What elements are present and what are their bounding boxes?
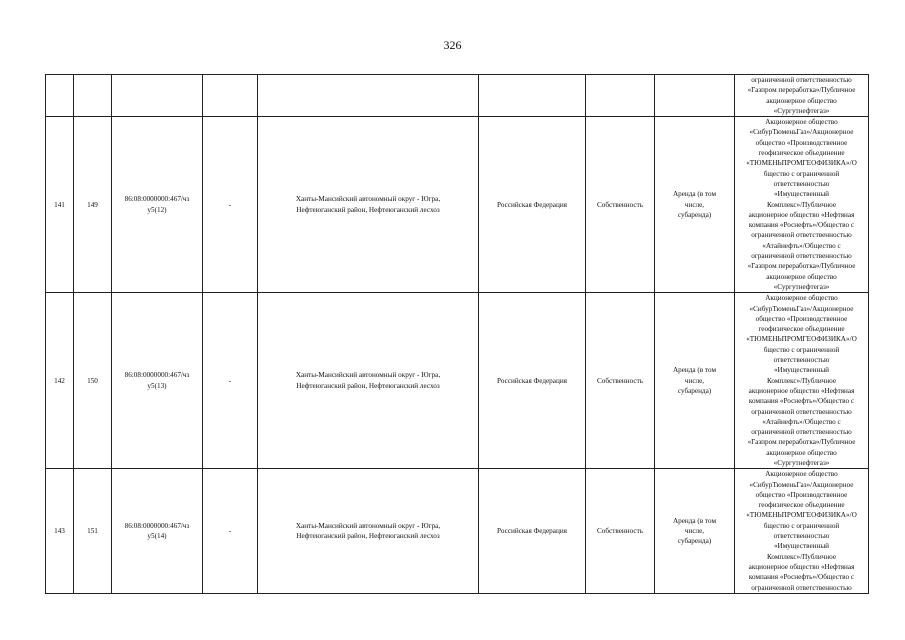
right-type-cell: Собственность bbox=[586, 293, 655, 469]
owner-state-cell: Российская Федерация bbox=[479, 469, 586, 594]
cadastral-number-cell: 86:08:0000000:467/чз у5(14) bbox=[124, 521, 190, 541]
page-number: 326 bbox=[443, 38, 462, 52]
table-row-continuation bbox=[46, 75, 869, 117]
owners-cell: Акционерное общество «СибурТюменьГаз»/Акционерное общество «Производственное геофизическое объединение «ТЮМЕНЬПРОМГЕОФИЗИКА»/О бщество с ограниченной ответственностью «Имущественный Комплекс»/Публичное акционерное общество «Нефтяная компания «Роснефть»/Общество с ограниченной ответственностью «Атайнефть»/Общество с ограниченной ответственностью «Газпром переработка»/Публичное акционерное общество «Сургутнефтегаз» bbox=[746, 294, 857, 467]
encumbrance-cell: Аренда (в том числе, субаренда) bbox=[672, 190, 717, 219]
encumbrance-cell: Аренда (в том числе, субаренда) bbox=[672, 366, 717, 395]
row-id-cell: 150 bbox=[74, 293, 112, 469]
cadastral-number-cell: 86:08:0000000:467/чз у5(12) bbox=[124, 195, 190, 214]
dash-cell: - bbox=[203, 293, 258, 469]
row-number-cell: 141 bbox=[46, 117, 74, 293]
table-row bbox=[46, 469, 869, 594]
row-number-cell: 143 bbox=[46, 469, 74, 594]
dash-cell: - bbox=[203, 117, 258, 293]
table-row bbox=[46, 293, 869, 469]
cadastral-number-cell: 86:08:0000000:467/чз у5(13) bbox=[124, 371, 190, 390]
owner-state-cell: Российская Федерация bbox=[479, 117, 586, 293]
address-cell: Ханты-Мансийский автономный округ - Югра, Нефтеюганский район, Нефтеюганский лесхоз bbox=[295, 521, 441, 541]
table-row bbox=[46, 117, 869, 293]
dash-cell: - bbox=[203, 469, 258, 594]
address-cell: Ханты-Мансийский автономный округ - Югра, Нефтеюганский район, Нефтеюганский лесхоз bbox=[295, 195, 441, 214]
land-registry-table bbox=[45, 74, 869, 594]
row-number-cell: 142 bbox=[46, 293, 74, 469]
address-cell: Ханты-Мансийский автономный округ - Югра, Нефтеюганский район, Нефтеюганский лесхоз bbox=[295, 371, 441, 390]
owner-state-cell: Российская Федерация bbox=[479, 293, 586, 469]
right-type-cell: Собственность bbox=[586, 469, 655, 594]
encumbrance-cell: Аренда (в том числе, субаренда) bbox=[672, 516, 717, 546]
owners-cell: Акционерное общество «СибурТюменьГаз»/Акционерное общество «Производственное геофизическое объединение «ТЮМЕНЬПРОМГЕОФИЗИКА»/О бщество с ограниченной ответственностью «Имущественный Комплекс»/Публичное акционерное общество «Нефтяная компания «Роснефть»/Общество с ограниченной ответственностью «Атайнефть»/Общество с ограниченной ответственностью «Газпром переработка»/Публичное акционерное общество «Сургутнефтегаз» bbox=[746, 118, 857, 291]
owners-cell: Акционерное общество «СибурТюменьГаз»/Акционерное общество «Производственное геофизическое объединение «ТЮМЕНЬПРОМГЕОФИЗИКА»/О бщество с ограниченной ответственностью «Имущественный Комплекс»/Публичное акционерное общество «Нефтяная компания «Роснефть»/Общество с ограниченной ответственностью bbox=[746, 470, 857, 592]
row-id-cell: 149 bbox=[74, 117, 112, 293]
owners-cell: ограниченной ответственностью «Газпром переработка»/Публичное акционерное общество «Сургутнефтегаз» bbox=[747, 76, 856, 115]
right-type-cell: Собственность bbox=[586, 117, 655, 293]
row-id-cell: 151 bbox=[74, 469, 112, 594]
